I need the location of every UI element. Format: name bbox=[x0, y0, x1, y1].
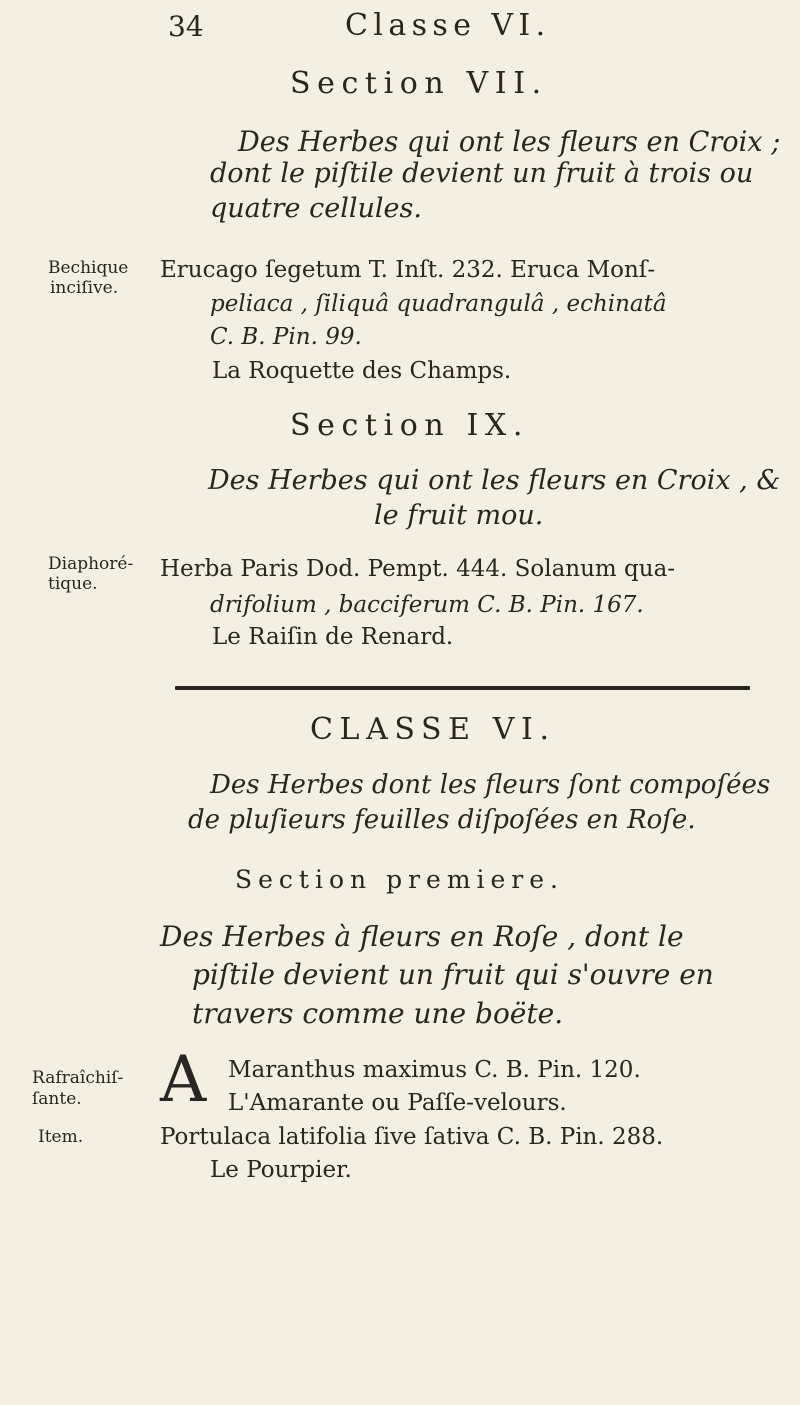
section-vii-description-line-1: Des Herbes qui ont les fleurs en Croix ; bbox=[238, 125, 781, 158]
classe-vi-description-line-1: Des Herbes dont les fleurs ſont compoſées bbox=[210, 770, 771, 800]
section-premiere-description-line-2: piſtile devient un fruit qui s'ouvre en bbox=[192, 958, 714, 991]
margin-note-rafraichissante-2: ſante. bbox=[32, 1089, 82, 1109]
classe-vi-heading: CLASSE VI. bbox=[310, 712, 556, 747]
entry-amaranthus-line-1: Maranthus maximus C. B. Pin. 120. bbox=[228, 1057, 641, 1083]
entry-portulaca-line-2: Le Pourpier. bbox=[210, 1157, 352, 1183]
running-title: Classe VI. bbox=[345, 8, 551, 43]
entry-erucago-line-3: C. B. Pin. 99. bbox=[210, 324, 362, 350]
entry-erucago-line-1: Erucago ſegetum T. Inſt. 232. Eruca Monſ- bbox=[160, 257, 656, 283]
drop-cap-a: A bbox=[160, 1043, 207, 1117]
section-vii-heading: Section VII. bbox=[290, 66, 548, 101]
margin-note-rafraichissante-1: Rafraîchiſ- bbox=[32, 1068, 124, 1088]
entry-portulaca-line-1: Portulaca latifolia ſive ſativa C. B. Pin. 288. bbox=[160, 1124, 664, 1150]
entry-erucago-french: La Roquette des Champs. bbox=[212, 358, 512, 384]
section-ix-description-line-1: Des Herbes qui ont les fleurs en Croix , & bbox=[208, 465, 781, 496]
section-divider-rule bbox=[175, 686, 750, 690]
section-premiere-description-line-3: travers comme une boëte. bbox=[192, 997, 564, 1030]
margin-note-diaphoretique-1: Diaphoré- bbox=[48, 554, 134, 574]
entry-herba-paris-line-2: drifolium , bacciferum C. B. Pin. 167. bbox=[210, 592, 644, 618]
entry-erucago-line-2: peliaca , ſiliquâ quadrangulâ , echinatâ bbox=[210, 291, 667, 317]
section-premiere-heading: Section premiere. bbox=[235, 865, 565, 894]
margin-note-diaphoretique-2: tique. bbox=[48, 574, 98, 594]
margin-note-bechique-2: inciſive. bbox=[50, 278, 119, 298]
page-number: 34 bbox=[168, 10, 204, 43]
margin-note-bechique-1: Bechique bbox=[48, 258, 129, 278]
section-premiere-description-line-1: Des Herbes à fleurs en Roſe , dont le bbox=[160, 920, 684, 953]
section-ix-description-line-2: le fruit mou. bbox=[374, 500, 544, 531]
section-vii-description-line-2: dont le piſtile devient un fruit à trois ou bbox=[210, 158, 754, 189]
entry-amaranthus-line-2: L'Amarante ou Paſſe-velours. bbox=[228, 1090, 567, 1116]
margin-note-item: Item. bbox=[38, 1127, 84, 1147]
entry-herba-paris-line-1: Herba Paris Dod. Pempt. 444. Solanum qua- bbox=[160, 556, 676, 582]
section-vii-description-line-3: quatre cellules. bbox=[210, 193, 422, 224]
section-ix-heading: Section IX. bbox=[290, 408, 530, 443]
classe-vi-description-line-2: de pluſieurs feuilles diſpoſées en Roſe. bbox=[188, 805, 696, 835]
entry-herba-paris-french: Le Raiſin de Renard. bbox=[212, 624, 454, 650]
